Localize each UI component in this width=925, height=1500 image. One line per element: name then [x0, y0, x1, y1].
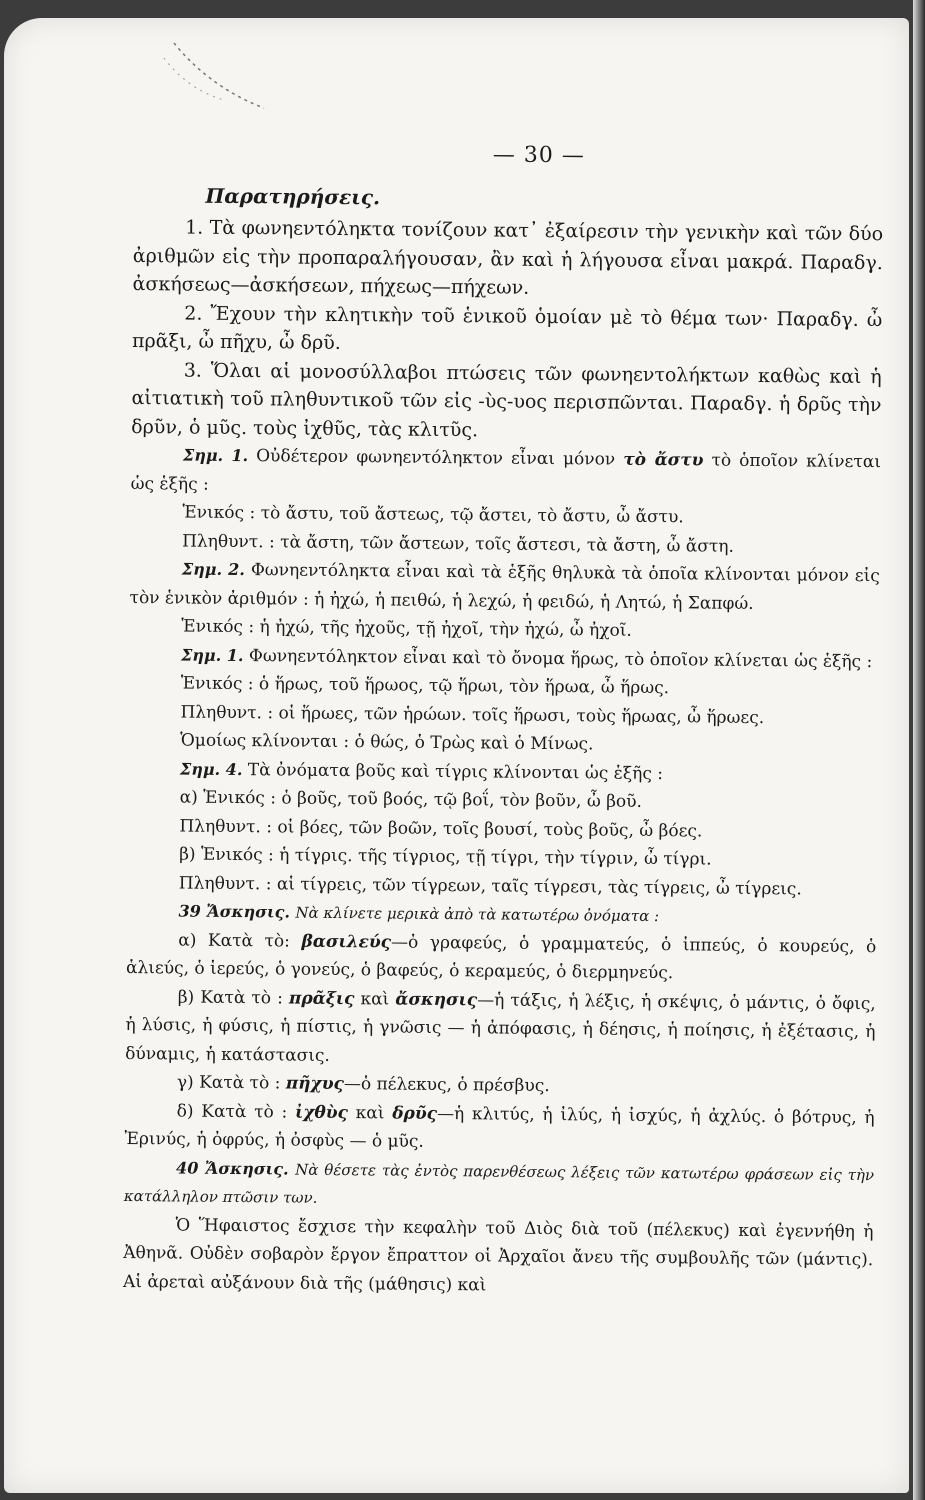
exercise-39-b-and: καὶ: [360, 988, 390, 1009]
page-content: [123, 138, 884, 1303]
exercise-40-instruction: Νὰ θέσετε τὰς ἐντὸς παρενθέσεως λέξεις τῶν κατωτέρω φράσεων εἰς τὴν κατάλληλον πτῶσιν των.: [123, 1160, 875, 1207]
exercise-39-d-lead: δ) Κατὰ τὸ :: [176, 1100, 288, 1123]
exercise-40-text: Ὁ Ἥφαιστος ἔσχισε τὴν κεφαλὴν τοῦ Διὸς διὰ τοῦ (πέλεκυς) καὶ ἐγεννήθη ἡ Ἀθηνᾶ. Οὐδὲν σοβαρὸν ἔργον ἔπραττον οἱ Ἀρχαῖοι ἄνευ τῆς συμβουλῆς τῶν (μάντις). Αἱ ἀρεταὶ αὐξάνουν διὰ τῆς (μάθησις) καὶ: [122, 1214, 874, 1295]
note-4-b-plural: Πληθυντ. : αἱ τίγρεις, τῶν τίγρεων, ταῖς τίγρεσι, τὰς τίγρεις, ὦ τίγρεις.: [178, 872, 802, 899]
section-heading: Παρατηρήσεις.: [205, 183, 381, 209]
exercise-40-label: 40 Ἄσκησις.: [176, 1157, 289, 1179]
exercise-39-a-lead: α) Κατὰ τὸ:: [178, 929, 291, 952]
exercise-39-d-rest: —ἡ κλιτύς, ἡ ἰλύς, ἡ ἰσχύς, ἡ ἀχλύς. ὁ βότρυς, ἡ Ἐρινύς, ἡ ὀφρύς, ἡ ὀσφὺς — ὁ μῦς.: [124, 1103, 875, 1152]
note-2-label: Σημ. 2.: [181, 559, 246, 580]
note-1-label: Σημ. 1.: [182, 445, 249, 466]
exercise-39-instruction: Νὰ κλίνετε μερικὰ ἀπὸ τὰ κατωτέρω ὀνόματα :: [295, 903, 660, 926]
exercise-39-a-rest: —ὁ γραφεύς, ὁ γραμματεύς, ὁ ἱππεύς, ὁ κουρεύς, ὁ ἁλιεύς, ὁ ἱερεύς, ὁ γονεύς, ὁ βαφεύς, ὁ κεραμεύς, ὁ διερμηνεύς.: [125, 932, 877, 984]
note-4-a-singular: α) Ἑνικός : ὁ βοῦς, τοῦ βοός, τῷ βοΐ, τὸν βοῦν, ὦ βοῦ.: [179, 787, 643, 812]
note-1-singular: Ἑνικός : τὸ ἄστυ, τοῦ ἄστεως, τῷ ἄστει, τὸ ἄστυ, ὦ ἄστυ.: [182, 502, 684, 528]
note-3-plural: Πληθυντ. : οἱ ἥρωες, τῶν ἡρώων. τοῖς ἥρωσι, τοὺς ἥρωας, ὦ ἥρωες.: [180, 701, 765, 728]
note-3-similar: Ὁμοίως κλίνονται : ὁ θώς, ὁ Τρὼς καὶ ὁ Μίνως.: [180, 730, 594, 755]
exercise-39-a-model: βασιλεύς: [301, 931, 392, 953]
exercise-39-b-lead: β) Κατὰ τὸ :: [177, 986, 283, 1008]
exercise-39-d-and: καὶ: [355, 1102, 385, 1123]
note-3-text: Φωνηεντόληκτον εἶναι καὶ τὸ ὄνομα ἥρως, τὸ ὁποῖον κλίνεται ὡς ἑξῆς :: [248, 645, 873, 672]
page-edge-shadow: [913, 0, 925, 1500]
observation-3: 3. Ὅλαι αἱ μονοσύλλαβοι πτώσεις τῶν φωνηεντολήκτων καθὼς καὶ ἡ αἰτιατικὴ τοῦ πληθυντικοῦ τῶν εἰς -ὺς-υος περισπῶνται. Παραδγ. ἡ δρῦς τὴν δρῦν, ὁ μῦς. τοὺς ἰχθῦς, τὰς κλιτῦς.: [131, 358, 882, 441]
page-number: — 30 —: [492, 142, 585, 169]
note-1: [131, 441, 882, 505]
note-1-text-b: τὸ ὁποῖον κλίνεται ὡς ἑξῆς :: [130, 450, 882, 495]
note-3-label: Σημ. 1.: [180, 644, 244, 665]
note-4-text: Τὰ ὀνόματα βοῦς καὶ τίγρις κλίνονται ὡς ἑξῆς :: [247, 759, 664, 784]
note-2-text: Φωνηεντόληκτα εἶναι καὶ τὰ ἑξῆς θηλυκὰ τὰ ὁποῖα κλίνονται μόνον εἰς τὸν ἑνικὸν ἀριθμόν : ἡ ἠχώ, ἡ πειθώ, ἡ λεχώ, ἡ φειδώ, ἡ Λητώ, ἡ Σαπφώ.: [129, 560, 880, 614]
exercise-39-c-lead: γ) Κατὰ τὸ :: [176, 1072, 281, 1094]
corner-pencil-mark: [104, 38, 304, 128]
exercise-40-header: [124, 1153, 875, 1217]
note-1-italic: τὸ ἄστυ: [623, 449, 704, 471]
exercise-39-a: [126, 925, 877, 989]
observation-1: 1. Τὰ φωνηεντόληκτα τονίζουν κατ᾿ ἐξαίρεσιν τὴν γενικὴν καὶ τῶν δύο ἀριθμῶν εἰς τὴν προπαραλήγουσαν, ἂν καὶ ἡ λήγουσα εἶναι μακρά. Παραδγ. ἀσκήσεως—ἀσκήσεων, πήχεως—πήχεων.: [132, 216, 884, 299]
exercise-39-d: [124, 1096, 875, 1160]
exercise-39-d-model-2: δρῦς: [392, 1103, 438, 1124]
exercise-39-b-model-2: ἄσκησις: [395, 989, 478, 1010]
exercise-39-b: [125, 982, 876, 1075]
note-2-singular: Ἑνικός : ἡ ἠχώ, τῆς ἠχοῦς, τῇ ἠχοῖ, τὴν ἠχώ, ὦ ἠχοῖ.: [181, 616, 632, 641]
note-1-text-a: Οὐδέτερον φωνηεντόληκτον εἶναι μόνον: [256, 446, 616, 470]
note-4-label: Σημ. 4.: [179, 758, 243, 779]
exercise-39-b-model-1: πρᾶξις: [288, 988, 355, 1009]
note-3-singular: Ἑνικός : ὁ ἥρως, τοῦ ἥρωος, τῷ ἥρωι, τὸν ἥρωα, ὦ ἥρως.: [180, 673, 670, 699]
exercise-39-label: 39 Ἄσκησις.: [178, 901, 291, 922]
paper-sheet: [4, 18, 909, 1493]
note-1-plural: Πληθυντ. : τὰ ἄστη, τῶν ἄστεων, τοῖς ἄστεσι, τὰ ἄστη, ὦ ἄστη.: [182, 530, 735, 557]
exercise-39-c-rest: —ὁ πέλεκυς, ὁ πρέσβυς.: [343, 1074, 550, 1097]
exercise-39-c-model: πῆχυς: [285, 1073, 345, 1095]
note-2: [129, 555, 880, 619]
exercise-39-b-rest: —ἡ τάξις, ἡ λέξις, ἡ σκέψις, ὁ μάντις, ὁ ὄφις, ἡ λύσις, ἡ φύσις, ἡ πίστις, ἡ γνῶσις — ἡ ἀπόφασις, ἡ δέησις, ἡ ποίησις, ἡ ἐξέτασις, ἡ δύναμις, ἡ κατάστασις.: [125, 989, 876, 1066]
note-4-b-singular: β) Ἑνικός : ἡ τίγρις. τῆς τίγριος, τῇ τίγρι, τὴν τίγριν, ὦ τίγρι.: [179, 844, 712, 870]
observation-2: 2. Ἔχουν τὴν κλητικὴν τοῦ ἑνικοῦ ὁμοίαν μὲ τὸ θέμα των· Παραδγ. ὦ πρᾶξι, ὦ πῆχυ, ὦ δρῦ.: [131, 301, 883, 354]
note-4-a-plural: Πληθυντ. : οἱ βόες, τῶν βοῶν, τοῖς βουσί, τοὺς βοῦς, ὦ βόες.: [179, 815, 703, 841]
exercise-39-d-model-1: ἰχθὺς: [294, 1102, 349, 1123]
